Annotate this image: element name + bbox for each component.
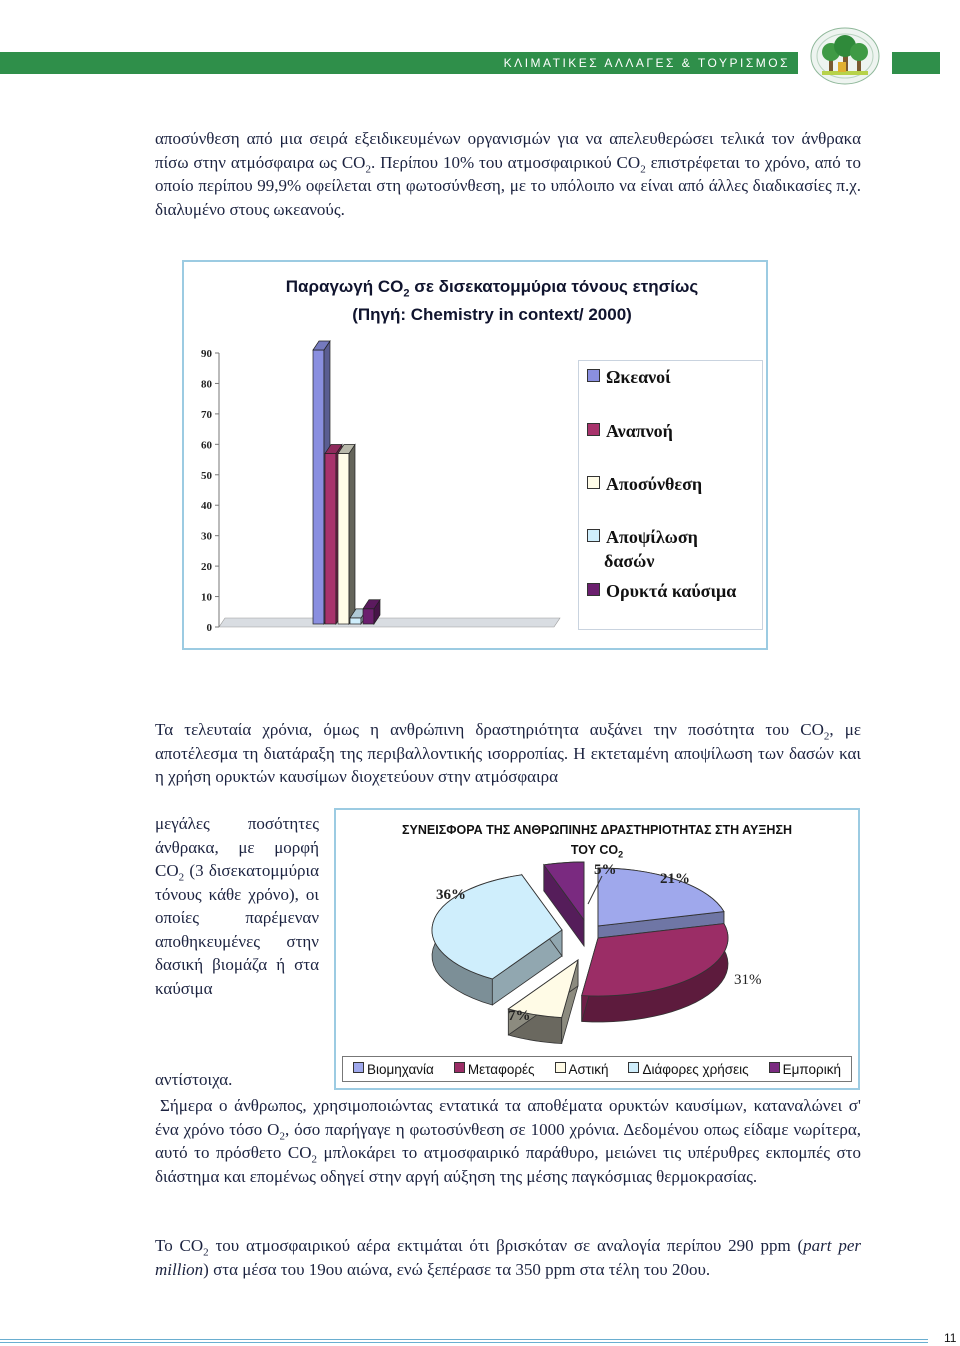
pie-label-transport: 31% — [734, 972, 762, 988]
bar-front — [338, 454, 349, 624]
bar-front — [350, 618, 361, 624]
bar-y-tick-label: 80 — [201, 378, 212, 391]
bar-chart-legend — [578, 360, 763, 630]
header-bar-right — [892, 52, 940, 74]
pie-chart-legend — [342, 1056, 852, 1082]
legend-item-deforestation: Αποψίλωση δασών — [587, 525, 724, 573]
paragraph-decomposition: αποσύνθεση από μια σειρά εξειδικευμένων οργανισμών για να απελευθερώσει τελικά τον άνθρακα πίσω στην ατμόσφαιρα ως $CO_2$. Περίπου 10% του ατμοσφαιρικού $CO_2$ επιστρέφεται το χρόνο, από το οποίο περίπου 99,9% οφείλεται στη φωτοσύνθεση, με το υπόλοιπο να είναι από άλλες διαδικασίες π.χ. διαλυμένο στους ωκεανούς. — [155, 129, 861, 219]
tree-logo-icon — [808, 22, 882, 86]
paragraph-today: Σήμερα ο άνθρωπος, χρησιμοποιώντας εντατικά τα αποθέματα ορυκτών καυσίμων, καταναλώνει σ' ένα χρόνο τόσο $O_2$, όσο παρήγαγε η φωτοσύνθεση σε 1000 χρόνια. Δεδομένου οπως είδαμε νωρίτερα, αυτό το πρόσθετο $CO_2$ μπλοκάρει το ατμοσφαιρικό παράθυρο, μειώνει τις υπέρυθρες εκπομπές στο διάστημα και επομένως οδηγεί στην αργή αύξηση της μέσης παγκόσμιας θερμοκρασίας. — [155, 1096, 861, 1186]
pie-label-misc: 36% — [436, 887, 466, 903]
legend-item-decomposition: Αποσύνθεση — [587, 472, 702, 496]
footer-rule — [0, 1339, 928, 1340]
pie-chart — [334, 860, 860, 1060]
pie-legend-urban: Αστική — [555, 1062, 609, 1077]
bar-side — [349, 445, 355, 624]
bar-y-tick-label: 30 — [201, 530, 212, 543]
footer-rule-2 — [0, 1342, 928, 1343]
paragraph-ppm: Το $CO_2$ του ατμοσφαιρικού αέρα εκτιμάται ότι βρισκόταν σε αναλογία περίπου 290 ppm (part per million) στα μέσα του 19ου αιώνα, ενώ ξεπέρασε τα 350 ppm στα τέλη του 20ου. — [155, 1236, 861, 1279]
bar-y-tick-label: 70 — [201, 408, 212, 421]
bar-y-tick-label: 0 — [206, 622, 212, 634]
bar-front — [363, 609, 374, 624]
legend-item-oceans: Ωκεανοί — [587, 365, 671, 389]
bar-y-tick-label: 60 — [201, 439, 212, 452]
pie-label-industry: 21% — [660, 871, 690, 887]
bar-y-tick-label: 40 — [201, 500, 212, 513]
bar-y-tick-label: 50 — [201, 469, 212, 482]
header-title: ΚΛΙΜΑΤΙΚΕΣ ΑΛΛΑΓΕΣ & ΤΟΥΡΙΣΜΟΣ — [503, 56, 790, 70]
pie-legend-transport: Μεταφορές — [454, 1062, 535, 1077]
bar-y-tick-label: 20 — [201, 561, 212, 574]
paragraph-carbon-quantities: μεγάλες ποσότητες άνθρακα, με μορφή $CO_2$ (3 δισεκατομμύρια τόνους κάθε χρόνο), οι οποίες παρέμεναν αποθηκευμένες στην δασική βιομάζα ή στα καύσιμα — [155, 814, 319, 998]
bar-chart — [182, 330, 582, 650]
pie-slice-1 — [582, 924, 728, 1022]
legend-item-respiration: Αναπνοή — [587, 419, 673, 443]
bar-y-tick-label: 90 — [201, 348, 212, 360]
bar-2 — [338, 445, 355, 624]
pie-chart-title: ΣΥΝΕΙΣΦΟΡΑ ΤΗΣ ΑΝΘΡΩΠΙΝΗΣ ΔΡΑΣΤΗΡΙΟΤΗΤΑΣ ΣΤΗ ΑΥΞΗΣΗ ΤΟΥ $CO_2$ — [402, 823, 792, 860]
pie-label-urban: 7% — [508, 1008, 531, 1024]
bar-chart-floor — [219, 618, 560, 627]
bar-front — [313, 350, 324, 624]
bar-y-tick-label: 10 — [201, 591, 212, 604]
pie-legend-commercial: Εμπορική — [769, 1062, 841, 1077]
pie-legend-industry: Βιομηχανία — [353, 1062, 434, 1077]
bar-chart-title: Παραγωγή $CO_2$ σε δισεκατομμύρια τόνους ετησίως (Πηγή: Chemistry in context/ 2000) — [285, 277, 699, 324]
paragraph-respectively: αντίστοιχα. — [155, 1070, 233, 1089]
bar-front — [325, 454, 336, 624]
pie-legend-misc: Διάφορες χρήσεις — [628, 1062, 748, 1077]
paragraph-human-activity: Τα τελευταία χρόνια, όμως η ανθρώπινη δραστηριότητα αυξάνει την ποσότητα του $CO_2$, με αποτέλεσμα τη διατάραξη της περιβαλλοντικής ισορροπίας. Η εκτεταμένη αποψίλωση των δασών και η χρήση ορυκτών καυσίμων διοχετεύουν στην ατμόσφαιρα — [155, 720, 861, 786]
page-number: 11 — [944, 1331, 957, 1345]
pie-label-commercial: 5% — [594, 862, 617, 878]
legend-item-fossil-fuels: Ορυκτά καύσιμα — [587, 579, 736, 603]
